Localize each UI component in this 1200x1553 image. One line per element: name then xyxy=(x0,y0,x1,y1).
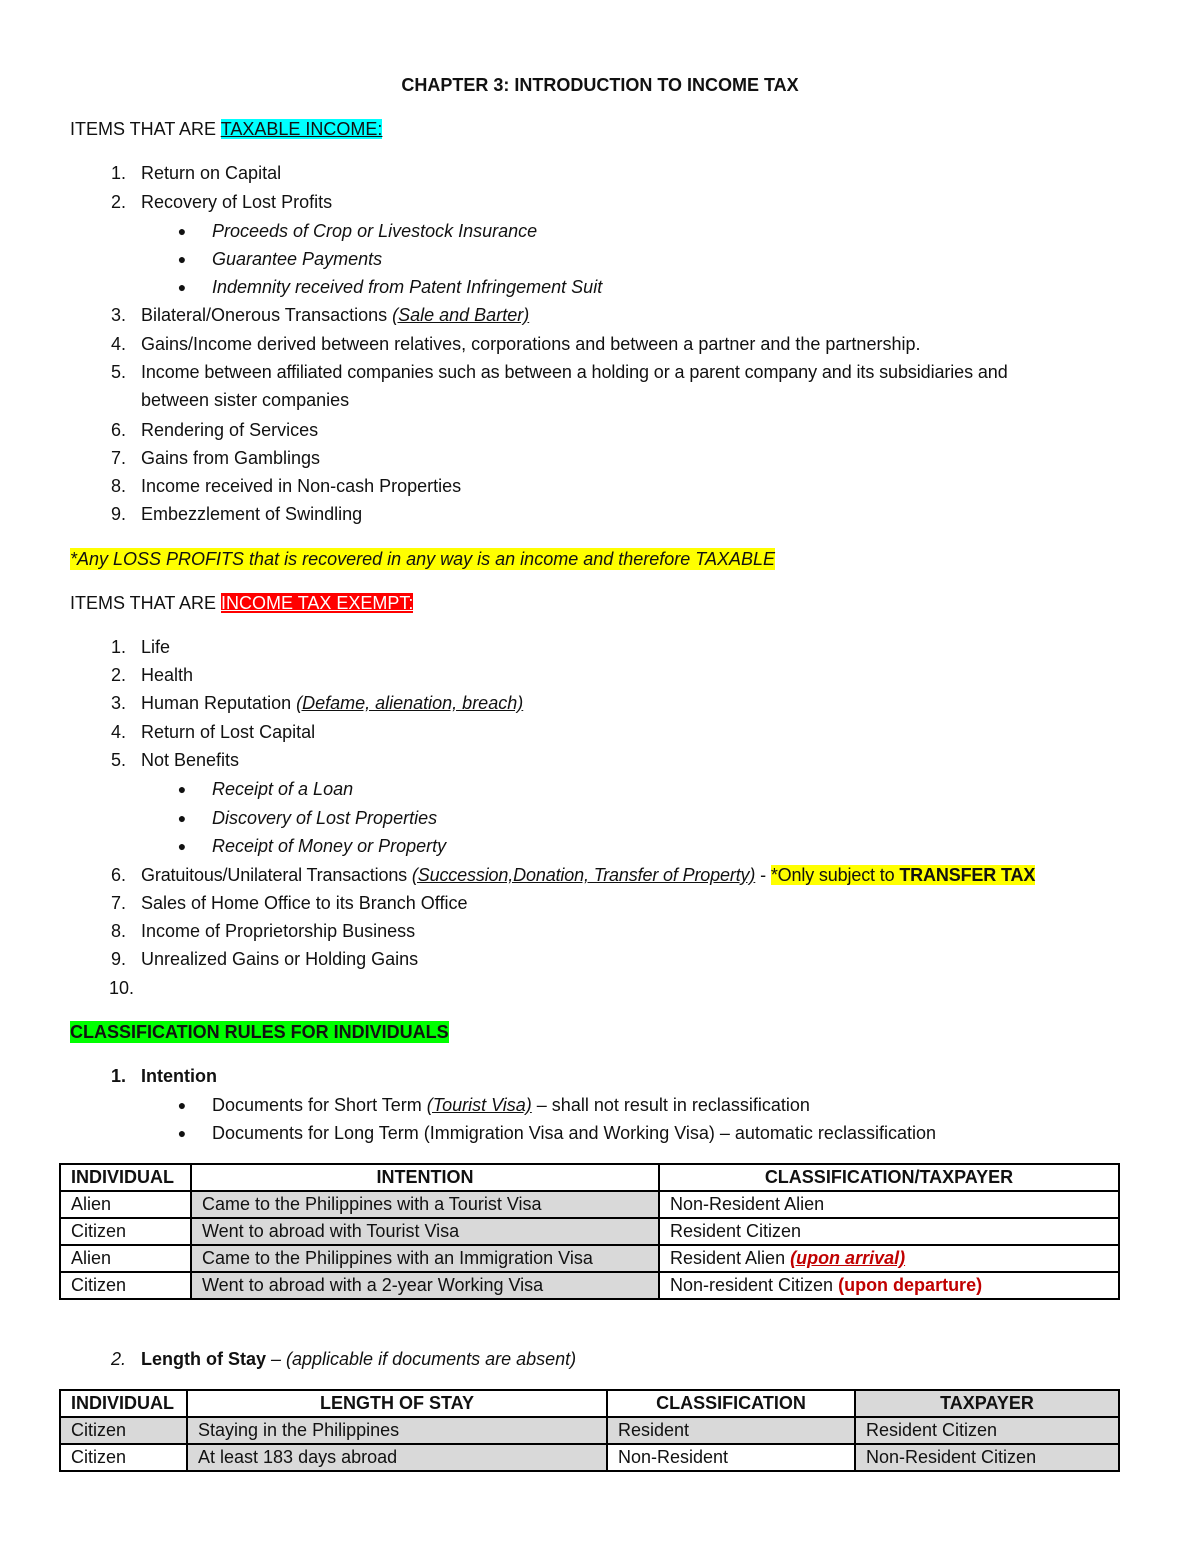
exempt-item-num: 3. xyxy=(110,693,126,713)
taxable-sub-item: Guarantee Payments xyxy=(212,249,383,269)
taxable-item-num: 9. xyxy=(110,504,126,524)
exempt-item-num: 2. xyxy=(110,665,126,685)
table-header: TAXPAYER xyxy=(855,1390,1119,1417)
bullet-icon: ● xyxy=(177,1125,187,1141)
intention-num: 1. xyxy=(110,1066,126,1086)
taxable-item-text: Embezzlement of Swindling xyxy=(141,504,363,524)
exempt-item-num: 1. xyxy=(110,637,126,657)
exempt-heading xyxy=(70,592,413,614)
exempt-heading-prefix: ITEMS THAT ARE xyxy=(70,593,222,613)
bullet-icon: ● xyxy=(177,251,187,267)
length-of-stay-table xyxy=(59,1389,1120,1472)
table-header: CLASSIFICATION/TAXPAYER xyxy=(659,1164,1119,1191)
exempt-item-num: 9. xyxy=(110,949,126,969)
table-row: Citizen At least 183 days abroad Non-Resident Non-Resident Citizen xyxy=(60,1444,1119,1471)
exempt-item-num: 6. xyxy=(110,865,126,885)
taxable-item-text: Gains from Gamblings xyxy=(141,448,321,468)
length-num: 2. xyxy=(110,1349,126,1369)
taxable-heading-prefix: ITEMS THAT ARE xyxy=(70,119,221,139)
exempt-item-num: 7. xyxy=(110,893,126,913)
taxable-item-num: 4. xyxy=(110,334,126,354)
exempt-sub-item: Receipt of a Loan xyxy=(212,779,354,799)
taxable-item-text: Rendering of Services xyxy=(141,420,319,440)
exempt-item-text: Life xyxy=(141,637,171,657)
bullet-icon: ● xyxy=(177,810,187,826)
classification-qualifier: (upon arrival) xyxy=(790,1248,906,1268)
exempt-item-text: Health xyxy=(141,665,194,685)
taxable-sub-item: Indemnity received from Patent Infringement Suit xyxy=(212,277,603,297)
classification-heading: CLASSIFICATION RULES FOR INDIVIDUALS xyxy=(70,1022,449,1042)
taxable-heading-highlight: TAXABLE INCOME: xyxy=(220,119,383,139)
taxable-item-paren: (Sale and Barter) xyxy=(392,305,530,325)
exempt-item-num: 8. xyxy=(110,921,126,941)
exempt-sub-item: Receipt of Money or Property xyxy=(212,836,447,856)
exempt-item-text: Sales of Home Office to its Branch Office xyxy=(141,893,468,913)
table-header: INDIVIDUAL xyxy=(60,1390,187,1417)
taxable-note: *Any LOSS PROFITS that is recovered in any way is an income and therefore TAXABLE xyxy=(70,549,775,569)
taxable-item-text: Income received in Non-cash Properties xyxy=(141,476,462,496)
taxable-item-text-cont: between sister companies xyxy=(141,390,350,410)
table-row: Citizen Staying in the Philippines Resident Resident Citizen xyxy=(60,1417,1119,1444)
table-header: INDIVIDUAL xyxy=(60,1164,191,1191)
bullet-icon: ● xyxy=(177,223,187,239)
intention-bullet: Documents for Long Term (Immigration Visa and Working Visa) – automatic reclassification xyxy=(212,1123,936,1143)
exempt-item-num: 5. xyxy=(110,750,126,770)
exempt-item-text: Gratuitous/Unilateral Transactions (Succession,Donation, Transfer of Property) - *Only subject to TRANSFER TAX xyxy=(141,865,1036,885)
table-header: LENGTH OF STAY xyxy=(187,1390,607,1417)
exempt-item-paren: (Defame, alienation, breach) xyxy=(296,693,524,713)
taxable-item-text: Income between affiliated companies such as between a holding or a parent company and its subsidiaries and xyxy=(141,362,1008,382)
exempt-item-num: 4. xyxy=(110,722,126,742)
table-row: Alien Came to the Philippines with an Immigration Visa Resident Alien (upon arrival) xyxy=(60,1245,1119,1272)
intention-bullet: Documents for Short Term (Tourist Visa) – shall not result in reclassification xyxy=(212,1095,810,1115)
taxable-item-num: 2. xyxy=(110,192,126,212)
exempt-item-text: Unrealized Gains or Holding Gains xyxy=(141,949,419,969)
taxable-item-num: 1. xyxy=(110,163,126,183)
bullet-icon: ● xyxy=(177,279,187,295)
exempt-item-num: 10. xyxy=(108,978,134,998)
transfer-tax-note: *Only subject to TRANSFER TAX xyxy=(770,865,1036,885)
bullet-icon: ● xyxy=(177,781,187,797)
taxable-sub-item: Proceeds of Crop or Livestock Insurance xyxy=(212,221,538,241)
intention-label: Intention xyxy=(141,1066,217,1086)
classification-qualifier: (upon departure) xyxy=(838,1275,983,1295)
page-title: CHAPTER 3: INTRODUCTION TO INCOME TAX xyxy=(401,75,799,95)
exempt-item-text: Human Reputation (Defame, alienation, breach) xyxy=(141,693,524,713)
taxable-item-text: Bilateral/Onerous Transactions (Sale and Barter) xyxy=(141,305,530,325)
exempt-sub-item: Discovery of Lost Properties xyxy=(212,808,438,828)
exempt-item-paren: (Succession,Donation, Transfer of Property) xyxy=(411,865,756,885)
taxable-item-num: 6. xyxy=(110,420,126,440)
exempt-item-text: Return of Lost Capital xyxy=(141,722,316,742)
bullet-icon: ● xyxy=(177,838,187,854)
table-row: Citizen Went to abroad with a 2-year Working Visa Non-resident Citizen (upon departure) xyxy=(60,1272,1119,1299)
table-header: CLASSIFICATION xyxy=(607,1390,855,1417)
table-header: INTENTION xyxy=(191,1164,659,1191)
taxable-item-num: 8. xyxy=(110,476,126,496)
exempt-heading-highlight: INCOME TAX EXEMPT: xyxy=(221,593,414,613)
length-heading: Length of Stay – (applicable if documents are absent) xyxy=(141,1349,577,1369)
taxable-item-num: 3. xyxy=(110,305,126,325)
exempt-item-text: Income of Proprietorship Business xyxy=(141,921,416,941)
table-row: Citizen Went to abroad with Tourist Visa Resident Citizen xyxy=(60,1218,1119,1245)
intention-table xyxy=(59,1163,1120,1300)
taxable-item-text: Recovery of Lost Profits xyxy=(141,192,333,212)
table-row: Alien Came to the Philippines with a Tourist Visa Non-Resident Alien xyxy=(60,1191,1119,1218)
taxable-heading xyxy=(70,118,382,140)
taxable-item-text: Gains/Income derived between relatives, corporations and between a partner and the partnership. xyxy=(141,334,921,354)
exempt-item-text: Not Benefits xyxy=(141,750,240,770)
taxable-item-num: 7. xyxy=(110,448,126,468)
bullet-icon: ● xyxy=(177,1097,187,1113)
taxable-item-num: 5. xyxy=(110,362,126,382)
taxable-item-text: Return on Capital xyxy=(141,163,282,183)
